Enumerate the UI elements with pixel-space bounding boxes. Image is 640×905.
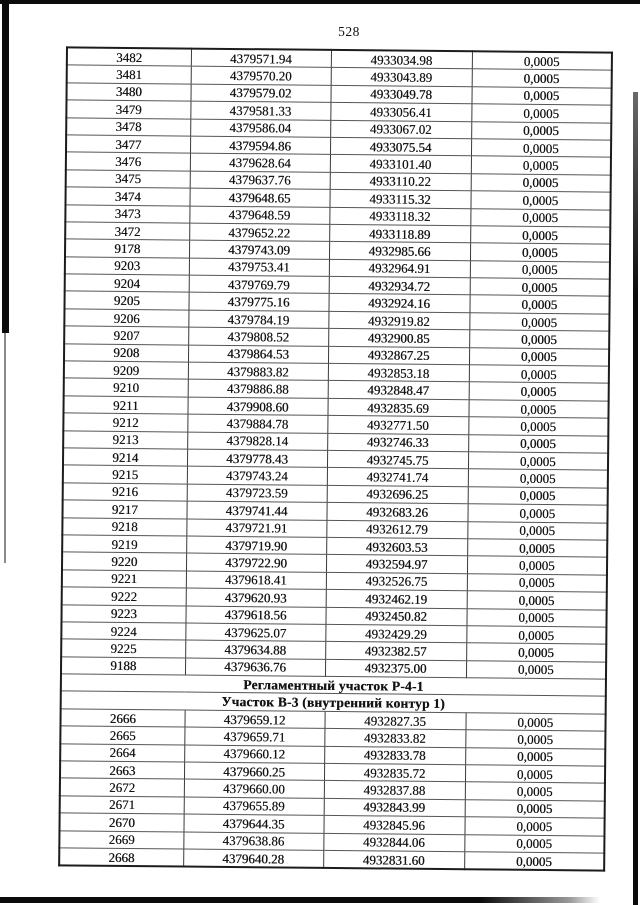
- y-coordinate-cell: 4933118.32: [329, 207, 470, 226]
- x-coordinate-cell: 4379722.90: [186, 553, 326, 572]
- point-number-cell: 3476: [66, 152, 190, 171]
- precision-cell: 0,0005: [469, 382, 609, 401]
- y-coordinate-cell: 4933049.78: [330, 85, 471, 104]
- precision-cell: 0,0005: [467, 591, 607, 610]
- coordinates-table: [58, 46, 613, 872]
- x-coordinate-cell: 4379778.43: [187, 449, 327, 468]
- precision-cell: 0,0005: [471, 87, 611, 106]
- precision-cell: 0,0005: [465, 747, 605, 766]
- point-number-cell: 9208: [64, 344, 188, 363]
- y-coordinate-cell: 4932594.97: [326, 555, 467, 574]
- x-coordinate-cell: 4379618.41: [186, 571, 326, 590]
- point-number-cell: 9224: [61, 622, 185, 641]
- x-coordinate-cell: 4379594.86: [190, 136, 330, 155]
- section-header-label: Участок В-3 (внутренний контур 1): [61, 691, 606, 714]
- scan-artifact-left-edge: [2, 0, 9, 333]
- y-coordinate-cell: 4932867.25: [328, 346, 469, 365]
- x-coordinate-cell: 4379883.82: [188, 362, 328, 381]
- y-coordinate-cell: 4932603.53: [326, 537, 467, 556]
- precision-cell: 0,0005: [467, 573, 607, 592]
- scan-artifact-left-edge-tail: [4, 333, 6, 563]
- y-coordinate-cell: 4933034.98: [331, 50, 472, 69]
- y-coordinate-cell: 4932837.88: [324, 781, 465, 800]
- precision-cell: 0,0005: [468, 417, 608, 436]
- point-number-cell: 9188: [61, 657, 185, 676]
- precision-cell: 0,0005: [470, 243, 610, 262]
- point-number-cell: 9222: [62, 587, 186, 606]
- point-number-cell: 9203: [65, 257, 189, 276]
- y-coordinate-cell: 4932526.75: [326, 572, 467, 591]
- point-number-cell: 2672: [60, 778, 184, 797]
- y-coordinate-cell: 4932833.78: [324, 746, 465, 765]
- precision-cell: 0,0005: [468, 452, 608, 471]
- x-coordinate-cell: 4379581.33: [190, 101, 330, 120]
- y-coordinate-cell: 4933043.89: [331, 68, 472, 87]
- point-number-cell: 9205: [64, 291, 188, 310]
- point-number-cell: 9216: [63, 483, 187, 502]
- precision-cell: 0,0005: [468, 487, 608, 506]
- point-number-cell: 9213: [63, 430, 187, 449]
- x-coordinate-cell: 4379723.59: [187, 484, 327, 503]
- x-coordinate-cell: 4379644.35: [183, 814, 323, 833]
- precision-cell: 0,0005: [467, 521, 607, 540]
- x-coordinate-cell: 4379719.90: [186, 536, 326, 555]
- x-coordinate-cell: 4379640.28: [183, 849, 323, 868]
- x-coordinate-cell: 4379618.56: [185, 606, 325, 625]
- point-number-cell: 9218: [62, 517, 186, 536]
- x-coordinate-cell: 4379743.09: [189, 240, 329, 259]
- point-number-cell: 9214: [63, 448, 187, 467]
- x-coordinate-cell: 4379741.44: [186, 501, 326, 520]
- precision-cell: 0,0005: [467, 539, 607, 558]
- y-coordinate-cell: 4932985.66: [329, 242, 470, 261]
- point-number-cell: 9217: [62, 500, 186, 519]
- y-coordinate-cell: 4933118.89: [329, 224, 470, 243]
- point-number-cell: 9210: [64, 378, 188, 397]
- precision-cell: 0,0005: [469, 295, 609, 314]
- precision-cell: 0,0005: [465, 765, 605, 784]
- point-number-cell: 3477: [66, 135, 190, 154]
- y-coordinate-cell: 4933067.02: [330, 120, 471, 139]
- point-number-cell: 9211: [63, 396, 187, 415]
- precision-cell: 0,0005: [471, 139, 611, 158]
- point-number-cell: 3479: [66, 100, 190, 119]
- x-coordinate-cell: 4379659.12: [184, 710, 324, 729]
- precision-cell: 0,0005: [465, 800, 605, 819]
- y-coordinate-cell: 4933056.41: [330, 103, 471, 122]
- x-coordinate-cell: 4379659.71: [184, 727, 324, 746]
- precision-cell: 0,0005: [468, 434, 608, 453]
- point-number-cell: 9204: [65, 274, 189, 293]
- x-coordinate-cell: 4379908.60: [187, 397, 327, 416]
- precision-cell: 0,0005: [470, 278, 610, 297]
- y-coordinate-cell: 4932835.69: [327, 398, 468, 417]
- point-number-cell: 9221: [62, 570, 186, 589]
- point-number-cell: 9207: [64, 326, 188, 345]
- point-number-cell: 2666: [60, 709, 184, 728]
- y-coordinate-cell: 4932696.25: [327, 485, 468, 504]
- x-coordinate-cell: 4379660.25: [184, 762, 324, 781]
- precision-cell: 0,0005: [470, 208, 610, 227]
- precision-cell: 0,0005: [465, 713, 605, 732]
- point-number-cell: 9223: [61, 604, 185, 623]
- point-number-cell: 2670: [59, 813, 183, 832]
- y-coordinate-cell: 4932964.91: [329, 259, 470, 278]
- y-coordinate-cell: 4932845.96: [323, 816, 464, 835]
- scan-artifact-right-edge: [633, 92, 638, 905]
- precision-cell: 0,0005: [471, 121, 611, 140]
- precision-cell: 0,0005: [469, 347, 609, 366]
- y-coordinate-cell: 4933075.54: [330, 137, 471, 156]
- y-coordinate-cell: 4932919.82: [328, 311, 469, 330]
- coordinates-table-body: [59, 47, 612, 871]
- precision-cell: 0,0005: [468, 469, 608, 488]
- precision-cell: 0,0005: [466, 608, 606, 627]
- x-coordinate-cell: 4379571.94: [191, 49, 331, 68]
- point-number-cell: 2664: [60, 743, 184, 762]
- x-coordinate-cell: 4379743.24: [187, 466, 327, 485]
- point-number-cell: 2665: [60, 726, 184, 745]
- precision-cell: 0,0005: [464, 817, 604, 836]
- y-coordinate-cell: 4932844.06: [323, 833, 464, 852]
- point-number-cell: 3480: [66, 83, 190, 102]
- point-number-cell: 9178: [65, 239, 189, 258]
- precision-cell: 0,0005: [464, 834, 604, 853]
- x-coordinate-cell: 4379628.64: [190, 153, 330, 172]
- point-number-cell: 9219: [62, 535, 186, 554]
- x-coordinate-cell: 4379864.53: [188, 345, 328, 364]
- precision-cell: 0,0005: [469, 313, 609, 332]
- x-coordinate-cell: 4379753.41: [189, 258, 329, 277]
- y-coordinate-cell: 4932741.74: [327, 468, 468, 487]
- precision-cell: 0,0005: [465, 782, 605, 801]
- precision-cell: 0,0005: [464, 852, 604, 871]
- section-header-label: Регламентный участок Р-4-1: [61, 674, 606, 697]
- x-coordinate-cell: 4379660.00: [184, 779, 324, 798]
- y-coordinate-cell: 4933110.22: [330, 172, 471, 191]
- precision-cell: 0,0005: [471, 104, 611, 123]
- x-coordinate-cell: 4379570.20: [191, 66, 331, 85]
- y-coordinate-cell: 4932924.16: [328, 294, 469, 313]
- point-number-cell: 2668: [59, 848, 183, 867]
- x-coordinate-cell: 4379784.19: [188, 310, 328, 329]
- y-coordinate-cell: 4932900.85: [328, 329, 469, 348]
- page-number: 528: [338, 24, 360, 39]
- y-coordinate-cell: 4933101.40: [330, 155, 471, 174]
- precision-cell: 0,0005: [467, 504, 607, 523]
- x-coordinate-cell: 4379648.65: [189, 188, 329, 207]
- precision-cell: 0,0005: [466, 643, 606, 662]
- point-number-cell: 9212: [63, 413, 187, 432]
- precision-cell: 0,0005: [466, 626, 606, 645]
- x-coordinate-cell: 4379660.12: [184, 745, 324, 764]
- precision-cell: 0,0005: [470, 260, 610, 279]
- y-coordinate-cell: 4932827.35: [324, 711, 465, 730]
- precision-cell: 0,0005: [472, 51, 612, 70]
- y-coordinate-cell: 4932612.79: [326, 520, 467, 539]
- y-coordinate-cell: 4932853.18: [328, 363, 469, 382]
- point-number-cell: 3473: [65, 204, 189, 223]
- y-coordinate-cell: 4932833.82: [324, 729, 465, 748]
- x-coordinate-cell: 4379808.52: [188, 327, 328, 346]
- precision-cell: 0,0005: [466, 660, 606, 679]
- point-number-cell: 2671: [60, 796, 184, 815]
- point-number-cell: 3482: [67, 47, 191, 66]
- x-coordinate-cell: 4379579.02: [190, 84, 330, 103]
- x-coordinate-cell: 4379655.89: [184, 797, 324, 816]
- x-coordinate-cell: 4379648.59: [189, 206, 329, 225]
- x-coordinate-cell: 4379652.22: [189, 223, 329, 242]
- precision-cell: 0,0005: [469, 365, 609, 384]
- precision-cell: 0,0005: [469, 330, 609, 349]
- x-coordinate-cell: 4379625.07: [185, 623, 325, 642]
- x-coordinate-cell: 4379886.88: [188, 379, 328, 398]
- y-coordinate-cell: 4932462.19: [326, 590, 467, 609]
- y-coordinate-cell: 4932375.00: [325, 659, 466, 678]
- point-number-cell: 9220: [62, 552, 186, 571]
- precision-cell: 0,0005: [465, 730, 605, 749]
- y-coordinate-cell: 4932934.72: [329, 276, 470, 295]
- point-number-cell: 3481: [67, 65, 191, 84]
- point-number-cell: 2663: [60, 761, 184, 780]
- x-coordinate-cell: 4379884.78: [187, 414, 327, 433]
- point-number-cell: 9225: [61, 639, 185, 658]
- x-coordinate-cell: 4379721.91: [186, 519, 326, 538]
- x-coordinate-cell: 4379775.16: [188, 293, 328, 312]
- y-coordinate-cell: 4932848.47: [328, 381, 469, 400]
- y-coordinate-cell: 4932745.75: [327, 450, 468, 469]
- y-coordinate-cell: 4932843.99: [324, 798, 465, 817]
- precision-cell: 0,0005: [472, 69, 612, 88]
- scan-artifact-bottom-edge: [0, 897, 600, 903]
- x-coordinate-cell: 4379634.88: [185, 640, 325, 659]
- y-coordinate-cell: 4933115.32: [329, 190, 470, 209]
- y-coordinate-cell: 4932429.29: [325, 624, 466, 643]
- x-coordinate-cell: 4379828.14: [187, 432, 327, 451]
- point-number-cell: 3474: [65, 187, 189, 206]
- x-coordinate-cell: 4379620.93: [186, 588, 326, 607]
- x-coordinate-cell: 4379586.04: [190, 119, 330, 138]
- point-number-cell: 3478: [66, 117, 190, 136]
- y-coordinate-cell: 4932771.50: [327, 416, 468, 435]
- point-number-cell: 3475: [66, 170, 190, 189]
- y-coordinate-cell: 4932450.82: [325, 607, 466, 626]
- precision-cell: 0,0005: [470, 226, 610, 245]
- y-coordinate-cell: 4932382.57: [325, 642, 466, 661]
- point-number-cell: 2669: [59, 830, 183, 849]
- x-coordinate-cell: 4379769.79: [189, 275, 329, 294]
- y-coordinate-cell: 4932835.72: [324, 763, 465, 782]
- y-coordinate-cell: 4932831.60: [323, 850, 464, 869]
- precision-cell: 0,0005: [470, 191, 610, 210]
- x-coordinate-cell: 4379637.76: [190, 171, 330, 190]
- point-number-cell: 9215: [63, 465, 187, 484]
- y-coordinate-cell: 4932746.33: [327, 433, 468, 452]
- y-coordinate-cell: 4932683.26: [326, 503, 467, 522]
- x-coordinate-cell: 4379636.76: [185, 658, 325, 677]
- precision-cell: 0,0005: [471, 174, 611, 193]
- x-coordinate-cell: 4379638.86: [183, 832, 323, 851]
- precision-cell: 0,0005: [468, 400, 608, 419]
- precision-cell: 0,0005: [467, 556, 607, 575]
- table-row: [59, 848, 604, 871]
- point-number-cell: 9206: [64, 309, 188, 328]
- precision-cell: 0,0005: [471, 156, 611, 175]
- point-number-cell: 3472: [65, 222, 189, 241]
- point-number-cell: 9209: [64, 361, 188, 380]
- scan-artifact-top-edge: [0, 0, 640, 4]
